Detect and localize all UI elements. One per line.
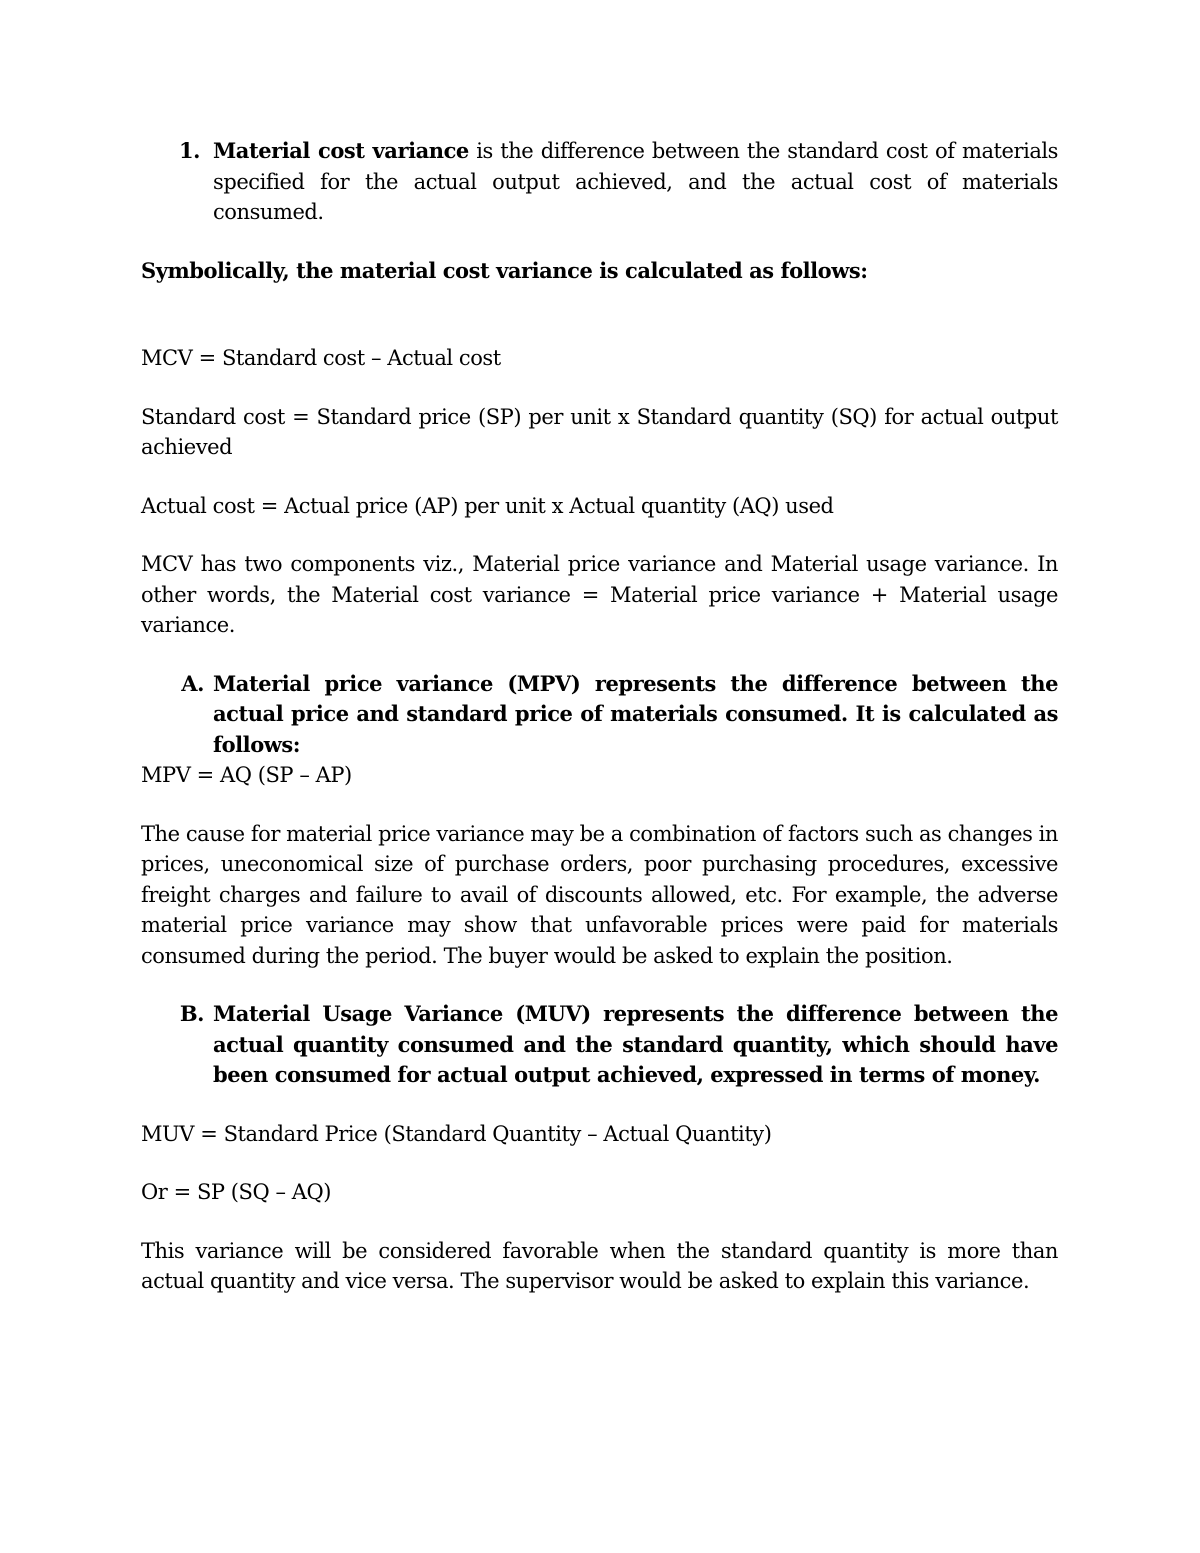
item-text — [213, 136, 1058, 228]
symbolic-heading: Symbolically, the material cost variance is calculated as follows: — [141, 257, 868, 283]
numbered-item-material-cost-variance — [141, 136, 1058, 228]
actual-cost-formula: Actual cost = Actual price (AP) per unit x Actual quantity (AQ) used — [141, 493, 834, 518]
mcv-formula: MCV = Standard cost – Actual cost — [141, 346, 501, 370]
lettered-item-material-usage-variance — [141, 999, 1058, 1091]
lettered-item-material-price-variance — [141, 669, 1058, 761]
list-letter: B. — [179, 1001, 204, 1026]
muv-explanation-paragraph: This variance will be considered favorable when the standard quantity is more than actual quantity and vice versa. The supervisor would be asked to explain this variance. — [141, 1238, 1058, 1293]
document-page — [141, 136, 1058, 1297]
mpv-heading: Material price variance (MPV) represents the difference between the actual price and standard price of materials consumed. It is calculated as follows: — [213, 670, 1058, 757]
muv-heading: Material Usage Variance (MUV) represents the difference between the actual quantity consumed and the standard quantity, which should have been consumed for actual output achieved, expressed in terms of money. — [213, 1001, 1058, 1087]
term-material-cost-variance: Material cost variance — [213, 138, 469, 163]
mpv-formula: MPV = AQ (SP – AP) — [141, 763, 352, 787]
term-definition: is the difference between the standard cost of materials specified for the actual output achieved, and the actual cost of materials consumed. — [213, 139, 1058, 224]
muv-formula: MUV = Standard Price (Standard Quantity – Actual Quantity) — [141, 1121, 772, 1146]
mcv-components-paragraph: MCV has two components viz., Material price variance and Material usage variance. In other words, the Material cost variance = Material price variance + Material usage variance. — [141, 552, 1058, 637]
standard-cost-formula: Standard cost = Standard price (SP) per unit x Standard quantity (SQ) for actual output achieved — [141, 404, 1058, 459]
muv-short-formula: Or = SP (SQ – AQ) — [141, 1180, 331, 1204]
list-number: 1. — [178, 138, 200, 163]
list-letter: A. — [181, 670, 204, 696]
mpv-explanation-paragraph: The cause for material price variance may be a combination of factors such as changes in prices, uneconomical size of purchase orders, poor purchasing procedures, excessive freight charges and failure to avail of discounts allowed, etc. For example, the adverse material price variance may show that unfavorable prices were paid for materials consumed during the period. The buyer would be asked to explain the position. — [141, 821, 1059, 968]
